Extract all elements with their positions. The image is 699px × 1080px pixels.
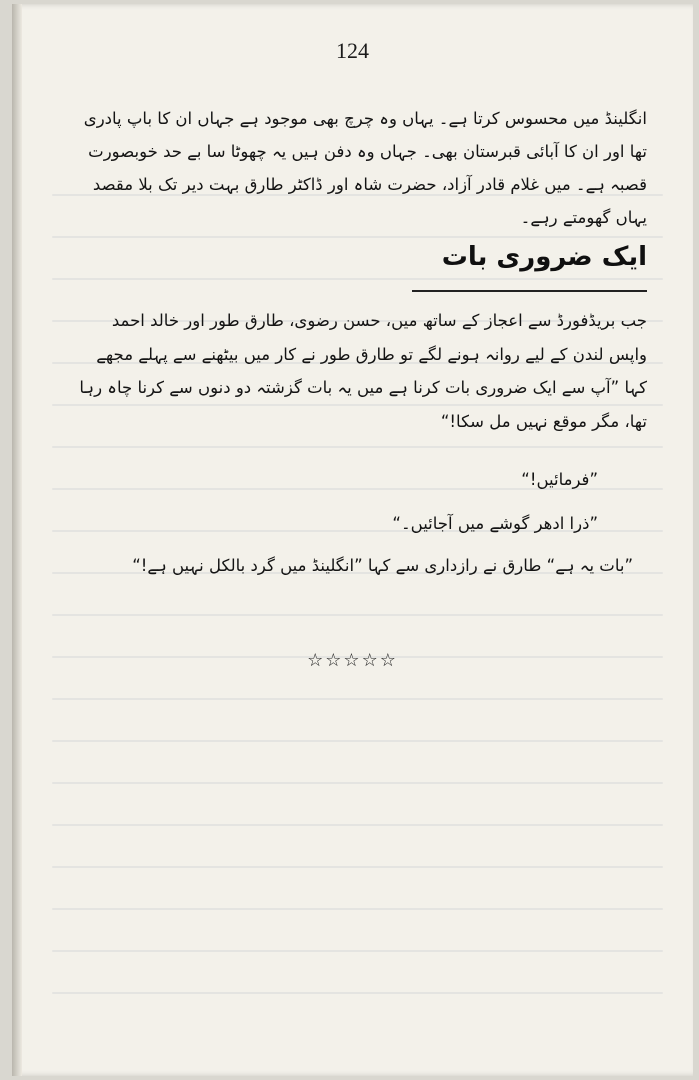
body-paragraph-1: انگلینڈ میں محسوس کرتا ہے۔ یہاں وہ چرچ بھی موجود ہے جہاں ان کا باپ پادری تھا اور ان کا آبائی قبرستان بھی۔ جہاں وہ دفن ہیں یہ چھوٹا سا بے حد خوبصورت قصبہ ہے۔ میں غلام قادر آزاد، حضرت شاہ اور ڈاکٹر طارق بہت دیر تک بلا مقصد یہاں گھومتے رہے۔ [83, 109, 647, 227]
section-separator-stars: ☆☆☆☆☆ [307, 650, 398, 671]
heading-underline [412, 290, 647, 292]
section-heading: ایک ضروری بات [441, 242, 647, 272]
page-gutter-shadow [12, 4, 22, 1076]
page-number: 124 [336, 38, 369, 63]
book-page [12, 4, 693, 1076]
body-paragraph-2: جب بریڈفورڈ سے اعجاز کے ساتھ میں، حسن رضوی، طارق طور اور خالد احمد واپس لندن کے لیے روانہ ہونے لگے تو طارق طور نے کار میں بیٹھنے سے پہلے مجھے کہا ”آپ سے ایک ضروری بات کرنا ہے میں یہ بات گزشتہ دو دنوں سے کرنا چاہ رہا تھا، مگر موقع نہیں مل سکا!“ [79, 311, 647, 431]
dialogue-line-2: ”ذرا ادھر گوشے میں آجائیں۔“ [392, 514, 598, 533]
dialogue-line-3: ”بات یہ ہے“ طارق نے رازداری سے کہا ”انگلینڈ میں گرد بالکل نہیں ہے!“ [132, 556, 633, 575]
dialogue-line-1: ”فرمائیں!“ [521, 470, 598, 489]
